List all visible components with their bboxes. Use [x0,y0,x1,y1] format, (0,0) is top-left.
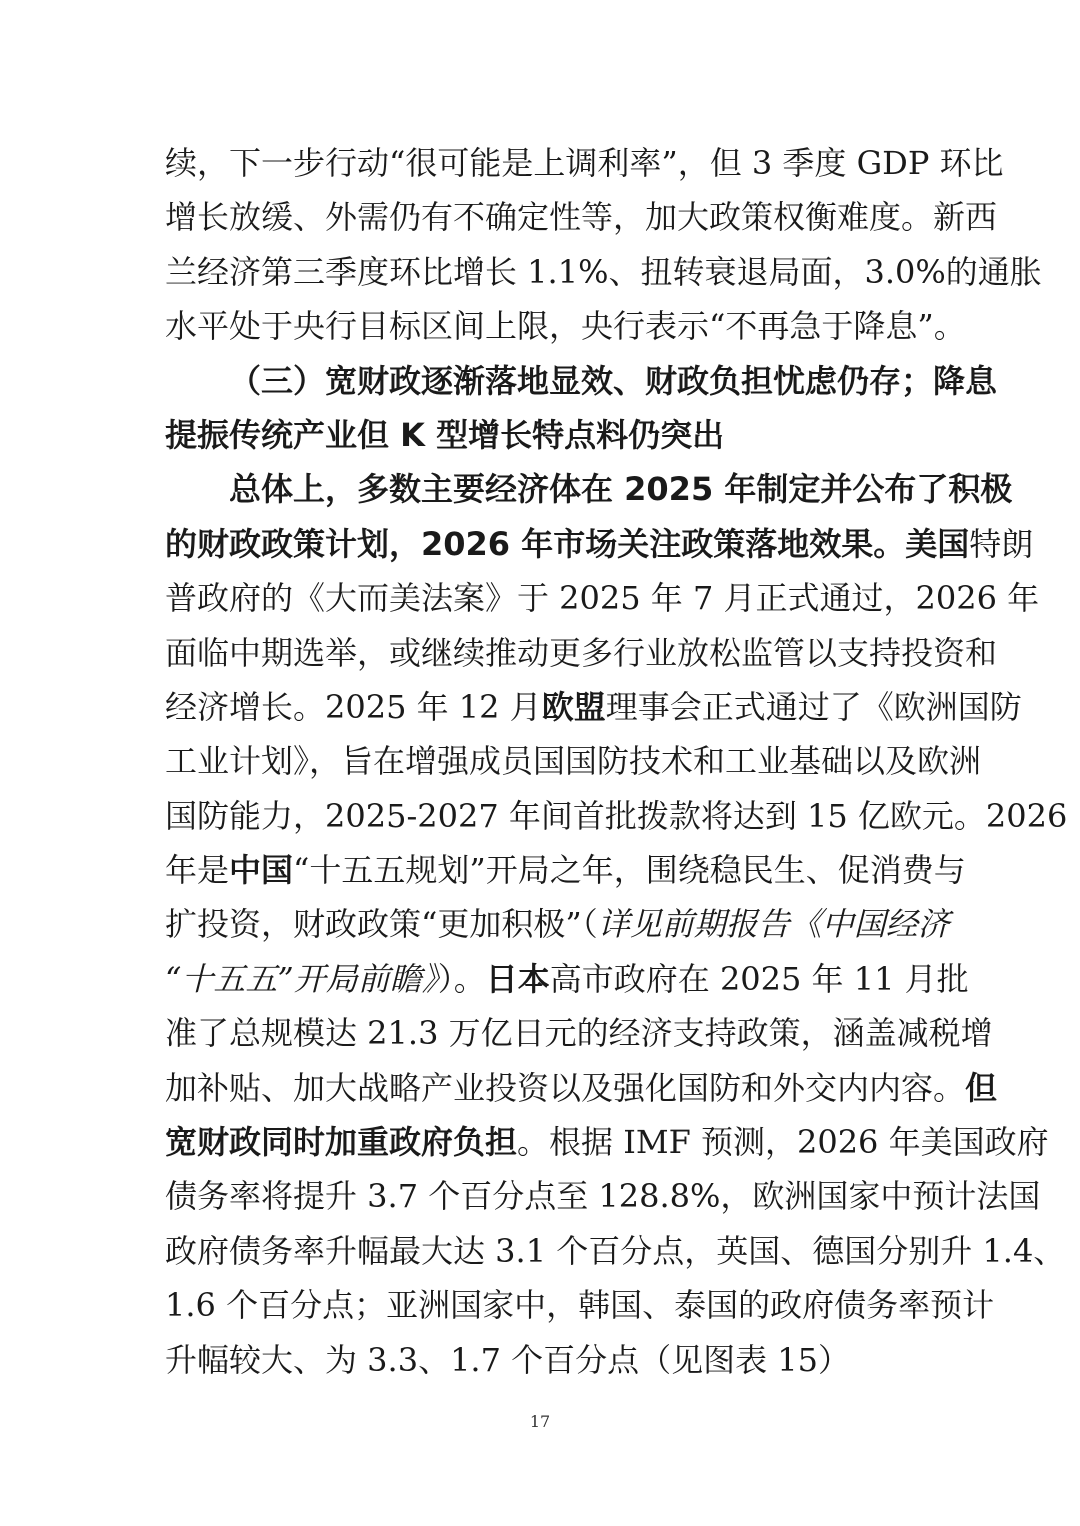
section-heading-line-1: （三）宽财政逐渐落地显效、财政负担忧虑仍存；降息 [229,361,998,400]
paragraph-2-line-13 [165,1115,1049,1169]
bold-text: 宽财政同时加重政府负担 [165,1123,518,1162]
text-segment: 经济增长。2025 年 12 月 [165,687,542,726]
country-us: 美国 [905,524,970,563]
paragraph-2-line-5 [165,680,1022,734]
paragraph-2-line-2 [165,517,1034,571]
paragraph-2-line-12 [165,1061,998,1115]
country-china: 中国 [229,851,294,890]
paragraph-2-line-14: 债务率将提升 3.7 个百分点至 128.8%，欧洲国家中预计法国 [165,1177,1041,1216]
paragraph-2-line-10 [165,952,969,1006]
text-segment: “十五五规划”开局之年，围绕稳民生、促消费与 [293,851,966,890]
bold-summary-text: 的财政政策计划，2026 年市场关注政策落地效果。 [165,524,906,563]
paragraph-2-line-17: 升幅较大、为 3.3、1.7 个百分点（见图表 15） [165,1340,851,1379]
section-heading-line-2: 提振传统产业但 K 型增长特点料仍突出 [165,415,725,454]
text-segment: 理事会正式通过了《欧洲国防 [605,687,1022,726]
text-segment: 年是 [165,851,230,890]
text-segment: 扩投资，财政政策“更加积极”（ [165,905,598,944]
page-number: 17 [529,1412,551,1431]
paragraph-2-line-4: 面临中期选举，或继续推动更多行业放松监管以支持投资和 [165,633,998,672]
paragraph-1-line-2: 增长放缓、外需仍有不确定性等，加大政策权衡难度。新西 [165,198,998,237]
paragraph-2-line-16: 1.6 个百分点；亚洲国家中，韩国、泰国的政府债务率预计 [165,1286,995,1325]
report-reference-cont: “十五五”开局前瞻》 [165,959,438,998]
paragraph-2-line-15: 政府债务率升幅最大达 3.1 个百分点，英国、德国分别升 1.4、 [165,1231,1066,1270]
text-segment: 加补贴、加大战略产业投资以及强化国防和外交内内容。 [165,1068,966,1107]
paragraph-2-line-8 [165,843,966,897]
bold-text: 但 [965,1068,998,1107]
paragraph-1-line-3: 兰经济第三季度环比增长 1.1%、扭转衰退局面，3.0%的通胀 [165,252,1042,291]
text-segment: ）。 [437,959,486,998]
text-segment: 特朗 [969,524,1034,563]
country-japan: 日本 [485,959,550,998]
paragraph-2-line-7: 国防能力，2025-2027 年间首批拨款将达到 15 亿欧元。2026 [165,796,1068,835]
text-segment: 。根据 IMF 预测，2026 年美国政府 [517,1123,1049,1162]
paragraph-2-line-3: 普政府的《大而美法案》于 2025 年 7 月正式通过，2026 年 [165,579,1040,618]
paragraph-2-line-1: 总体上，多数主要经济体在 2025 年制定并公布了积极 [229,470,1013,509]
text-segment: 高市政府在 2025 年 11 月批 [549,959,969,998]
paragraph-2-line-9 [165,897,950,951]
document-page [165,136,1068,1387]
region-eu: 欧盟 [541,687,606,726]
paragraph-1-line-1: 续，下一步行动“很可能是上调利率”，但 3 季度 GDP 环比 [165,144,1004,182]
report-reference: 详见前期报告《中国经济 [597,905,950,944]
paragraph-2-line-6: 工业计划》，旨在增强成员国国防技术和工业基础以及欧洲 [165,742,982,781]
paragraph-1-line-4: 水平处于央行目标区间上限，央行表示“不再急于降息”。 [165,307,966,346]
paragraph-2-line-11: 准了总规模达 21.3 万亿日元的经济支持政策，涵盖减税增 [165,1014,993,1053]
